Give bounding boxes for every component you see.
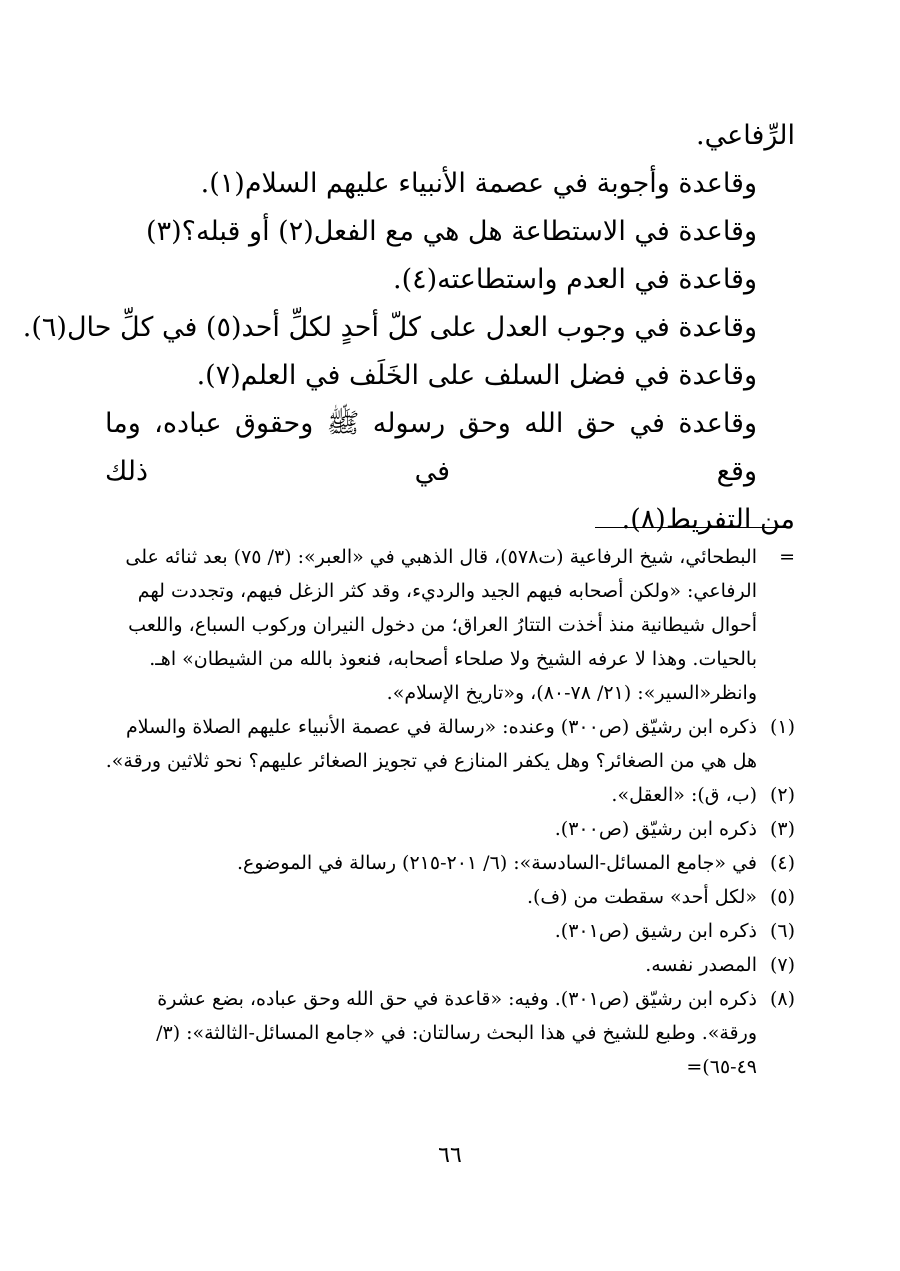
text-line: الرِّفاعي. [696,120,795,151]
footnote-number: (٥) [769,886,795,908]
footnote-continuation [105,540,795,710]
footnotes [105,540,795,1084]
footnote-2 [105,778,795,812]
footnote-text: (ب، ق): «العقل». [611,784,757,806]
text-line: وقاعدة في فضل السلف على الخَلَف في العلم(٧). [196,360,757,391]
footnote-number: (٨) [769,988,795,1010]
footnote-7 [105,948,795,982]
footnote-number: (٢) [769,784,795,806]
footnote-text: ذكره ابن رشيّق (ص٣٠٠) وعنده: «رسالة في عصمة الأنبياء عليهم الصلاة والسلام هل هي من الصغائر؟ وهل يكفر المنازع في تجويز الصغائر عليهم؟ نحو ثلاثين ورقة». [105,716,757,772]
footnote-4 [105,846,795,880]
footnote-number: (٧) [769,954,795,976]
footnote-text: ذكره ابن رشيق (ص٣٠١). [554,920,757,942]
footnote-3 [105,812,795,846]
footnote-text: في «جامع المسائل-السادسة»: (٦/ ٢٠١-٢١٥) رسالة في الموضوع. [236,852,757,874]
footnote-number: (٤) [769,852,795,874]
footnote-separator [595,527,791,528]
text-line: وقاعدة في حق الله وحق رسوله ﷺ وحقوق عباده، وما وقع في ذلك [105,408,757,487]
footnote-8 [105,982,795,1084]
text-line: وقاعدة في العدم واستطاعته(٤). [393,264,757,295]
footnote-text: ذكره ابن رشيّق (ص٣٠٠). [554,818,757,840]
footnote-number: (١) [769,716,795,738]
main-text [22,112,795,544]
continuation-marker: = [779,546,795,568]
page-number: ٦٦ [438,1143,462,1168]
footnote-number: (٣) [769,818,795,840]
footnote-text: «لكل أحد» سقطت من (ف). [526,886,757,908]
footnote-text: البطحائي، شيخ الرفاعية (ت٥٧٨)، قال الذهبي في «العبر»: (٣/ ٧٥) بعد ثنائه على الرفاعي: «ولكن أصحابه فيهم الجيد والرديء، وقد كثر الزغل فيهم، وتجددت لهم أحوال شيطانية منذ أخذت التتارُ العراق؛ من دخول النيران وركوب السباع، واللعب بالحيات. وهذا لا عرفه الشيخ ولا صلحاء أصحابه، فنعوذ بالله من الشيطان» اهـ. وانظر«السير»: (٢١/ ٧٨-٨٠)، و«تاريخ الإسلام». [125,546,757,704]
text-line: وقاعدة في الاستطاعة هل هي مع الفعل(٢) أو قبله؟(٣) [146,216,757,247]
footnote-6 [105,914,795,948]
footnote-1 [105,710,795,778]
text-line: وقاعدة وأجوبة في عصمة الأنبياء عليهم السلام(١). [200,168,757,199]
text-line: وقاعدة في وجوب العدل على كلّ أحدٍ لكلِّ أحد(٥) في كلِّ حال(٦). [22,312,757,343]
footnote-number: (٦) [769,920,795,942]
text-line: من التفريط(٨). [621,504,795,535]
footnote-5 [105,880,795,914]
footnote-text: ذكره ابن رشيّق (ص٣٠١). وفيه: «قاعدة في حق الله وحق عباده، بضع عشرة ورقة». وطبع للشيخ في هذا البحث رسالتان: في «جامع المسائل-الثالثة»: (٣/ ٤٩-٦٥)= [156,988,757,1078]
footnote-text: المصدر نفسه. [645,954,757,976]
